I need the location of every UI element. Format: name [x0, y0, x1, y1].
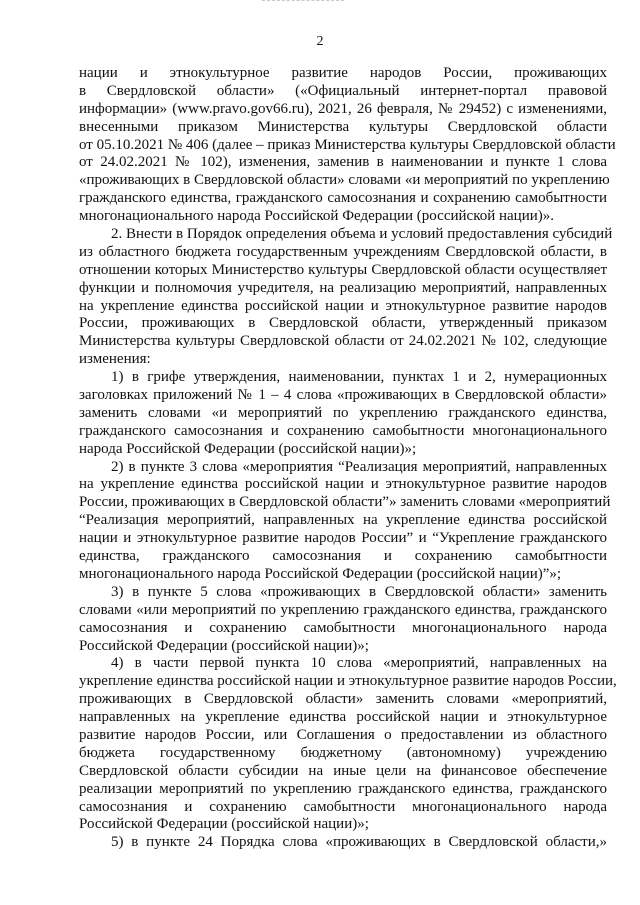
- page-number: 2: [316, 34, 324, 49]
- text-line: из областного бюджета государственным учреждениям Свердловской области, в: [79, 243, 607, 260]
- text-line: единства, гражданского самосознания и сохранению самобытности: [79, 548, 607, 565]
- text-line: внесенными приказом Министерства культуры Свердловской области: [79, 118, 607, 135]
- text-line: Свердловской области субсидии на иные цели на финансовое обеспечение: [79, 762, 607, 779]
- text-line: заголовках приложений № 1 – 4 слова «проживающих в Свердловской области»: [79, 387, 607, 404]
- text-line: в Свердловской области» («Официальный интернет-портал правовой: [79, 82, 607, 99]
- text-line: Российской Федерации (российской нации)»;: [79, 637, 369, 654]
- text-line: на укрепление единства российской нации и этнокультурное развитие народов: [79, 297, 607, 314]
- text-line: проживающих в Свердловской области» заменить словами «мероприятий,: [79, 691, 607, 708]
- document-body: [79, 65, 617, 852]
- text-line: бюджета государственному бюджетному (автономному) учреждению: [79, 744, 607, 761]
- text-line: 2. Внести в Порядок определения объема и условий предоставления субсидий: [111, 226, 613, 243]
- text-line: многонационального народа Российской Федерации (российской нации)».: [79, 208, 555, 225]
- text-line: «проживающих в Свердловской области» словами «и мероприятий по укреплению: [79, 172, 610, 189]
- text-line: России, проживающих в Свердловской области, утвержденный приказом: [79, 315, 607, 332]
- text-line: 1) в грифе утверждения, наименовании, пунктах 1 и 2, нумерационных: [111, 369, 607, 386]
- text-line: 5) в пункте 24 Порядка слова «проживающих в Свердловской области,»: [111, 834, 607, 851]
- text-line: от 24.02.2021 № 102), изменения, заменив в наименовании и пункте 1 слова: [79, 154, 607, 171]
- text-line: гражданского самосознания и сохранению самобытности многонационального: [79, 422, 607, 439]
- text-line: от 05.10.2021 № 406 (далее – приказ Министерства культуры Свердловской области: [79, 136, 616, 153]
- text-line: самосознания и сохранению самобытности многонационального народа: [79, 619, 607, 636]
- text-line: на укрепление единства российской нации и этнокультурное развитие народов: [79, 476, 607, 493]
- text-line: заменить словами «и мероприятий по укреплению гражданского единства,: [79, 404, 607, 421]
- text-line: реализации мероприятий по укреплению гражданского единства, гражданского: [79, 780, 607, 797]
- text-line: отношении которых Министерство культуры Свердловской области осуществляет: [79, 261, 607, 278]
- page-top-mark: [262, 0, 344, 5]
- text-line: нации и этнокультурное развитие народов России” и “Укрепление гражданского: [79, 530, 607, 547]
- text-line: Министерства культуры Свердловской области от 24.02.2021 № 102, следующие: [79, 333, 607, 350]
- text-line: укрепление единства российской нации и этнокультурное развитие народов России,: [79, 673, 617, 690]
- text-line: 3) в пункте 5 слова «проживающих в Свердловской области» заменить: [111, 583, 607, 600]
- text-line: России, проживающих в Свердловской области”» заменить словами «мероприятий: [79, 494, 611, 511]
- text-line: гражданского единства, гражданского самосознания и сохранению самобытности: [79, 190, 607, 207]
- text-line: Российской Федерации (российской нации)»;: [79, 816, 369, 833]
- text-line: развитие народов России, или Соглашения о предоставлении из областного: [79, 726, 607, 743]
- text-line: словами «или мероприятий по укреплению гражданского единства, гражданского: [79, 601, 607, 618]
- text-line: 2) в пункте 3 слова «мероприятия “Реализация мероприятий, направленных: [111, 458, 607, 475]
- text-line: “Реализация мероприятий, направленных на укрепление единства российской: [79, 512, 607, 529]
- text-line: изменения:: [79, 351, 151, 368]
- text-line: многонационального народа Российской Федерации (российской нации)”»;: [79, 565, 562, 582]
- text-line: 4) в части первой пункта 10 слова «мероприятий, направленных на: [111, 655, 607, 672]
- text-line: информации» (www.pravo.gov66.ru), 2021, 26 февраля, № 29452) с изменениями,: [79, 100, 607, 117]
- text-line: самосознания и сохранению самобытности многонационального народа: [79, 798, 607, 815]
- text-line: нации и этнокультурное развитие народов России, проживающих: [79, 65, 607, 81]
- text-line: народа Российской Федерации (российской нации)»;: [79, 440, 417, 457]
- text-line: направленных на укрепление единства российской нации и этнокультурное: [79, 709, 607, 726]
- text-line: функции и полномочия учредителя, на реализацию мероприятий, направленных: [79, 279, 607, 296]
